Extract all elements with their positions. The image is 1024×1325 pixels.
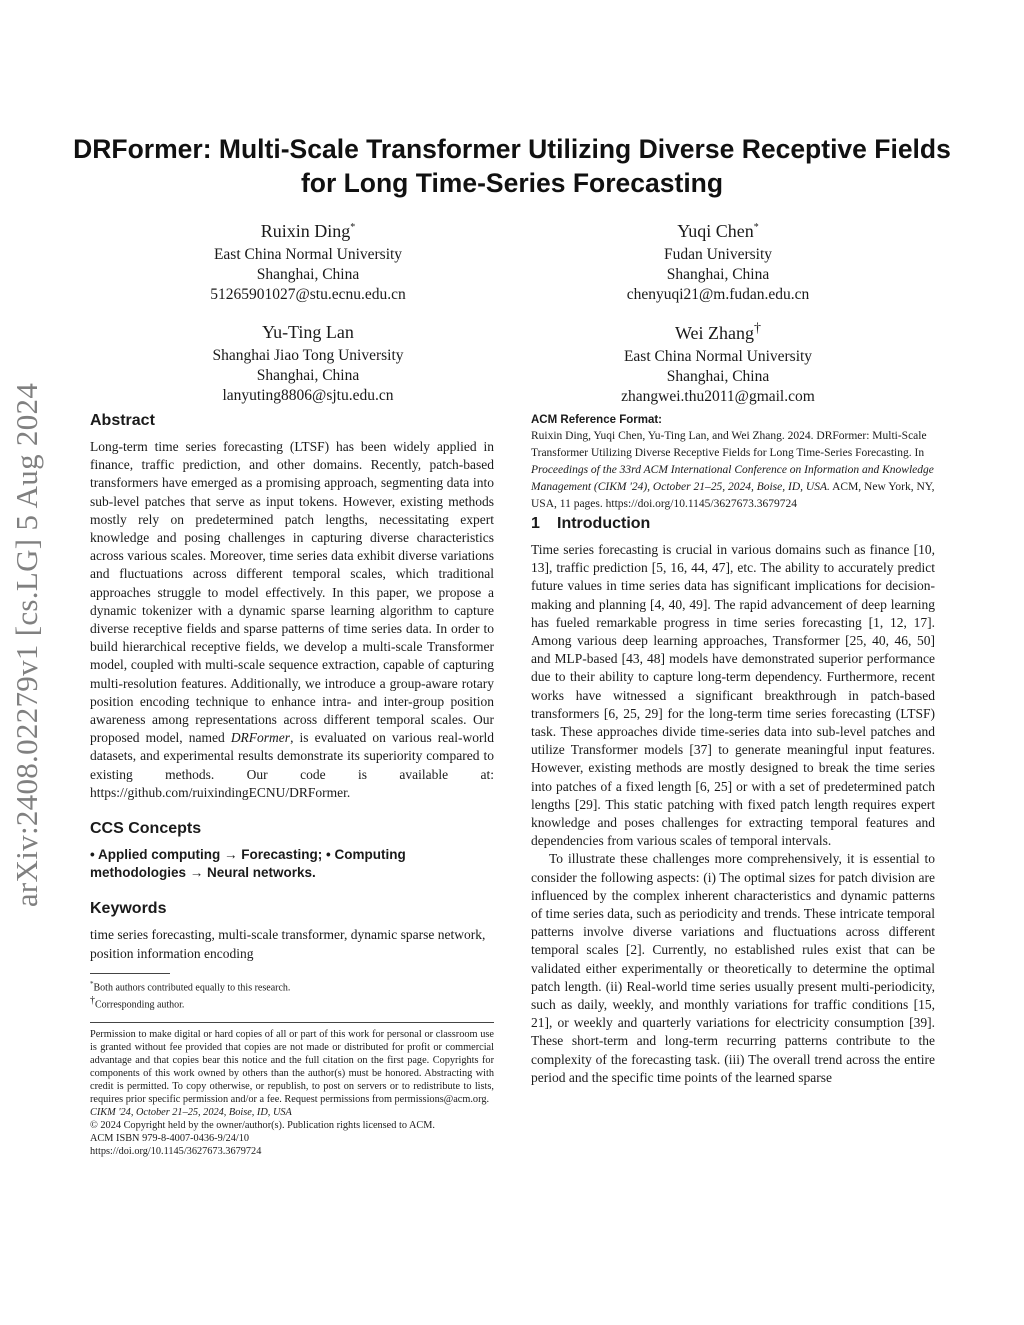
acm-reference-text: Ruixin Ding, Yuqi Chen, Yu-Ting Lan, and Wei Zhang. 2024. DRFormer: Multi-Scale Transformer Utilizing Diverse Receptive Fields for Long Time-Series Forecasting. In Proceedings of the 33rd ACM International Conference on Information and Knowledge Management (CIKM '24), October 21–25, 2024, Boise, ID, USA. ACM, New York, NY, USA, 11 pages. https://doi.org/10.1145/3627673.3679724 [531,430,935,510]
author-block [568,216,868,305]
author-block [568,317,868,407]
permission-text: Permission to make digital or hard copies of all or part of this work for personal or classroom use is granted without fee provided that copies are not made or distributed for profit or commercial advantage and that copies bear this notice and the full citation on the first page. Copyrights for components of this work owned by others than the author(s) must be honored. Abstracting with credit is permitted. To copy otherwise, or republish, to post on servers or to redistribute to lists, requires prior specific permission and/or a fee. Request permissions from permissions@acm.org. [90,1028,494,1105]
ccs-heading: CCS Concepts [90,820,202,838]
author-email: lanyuting8806@sjtu.edu.cn [222,387,394,404]
author-name: Ruixin Ding* [260,221,356,241]
keywords-heading: Keywords [90,900,167,918]
author-name: Yuqi Chen* [677,221,759,241]
author-email: zhangwei.thu2011@gmail.com [621,388,815,405]
footnote-rule [90,973,170,974]
author-affiliation: East China Normal University [213,246,403,263]
acm-reference-heading: ACM Reference Format: [531,414,662,426]
author-block [158,317,458,406]
author-email: chenyuqi21@m.fudan.edu.cn [626,286,810,303]
author-affiliation: Fudan University [663,246,773,263]
ccs-text: • Applied computing → Forecasting; • Computing methodologies → Neural networks. [90,847,406,881]
doi-line: https://doi.org/10.1145/3627673.3679724 [90,1145,262,1157]
paper-title: DRFormer: Multi-Scale Transformer Utilizing Diverse Receptive Fields for Long Time-Series Forecasting [73,134,951,198]
abstract-heading: Abstract [90,412,155,429]
left-column [90,410,494,1158]
introduction-paragraph: Time series forecasting is crucial in various domains such as finance [10, 13], traffic prediction [5, 16, 44, 47], etc. The ability to accurately predict future values in time series data has significant implications for decision-making and planning [4, 40, 49]. The rapid advancement of deep learning has fueled remarkable progress in time series forecasting [1, 12, 17]. Among various deep learning approaches, Transformer [25, 40, 46, 50] and MLP-based [43, 48] models have demonstrated superior performance due to their ability to capture long-term dependency. Furthermore, recent works have witnessed a significant breakthrough in patch-based transformers [6, 25, 29] for the long-term time series forecasting (LTSF) task. These approaches divide time-series data into sub-level patches and utilize Transformer models [37] to generate meaningful input features. However, existing methods are mostly designed to break the time series into patches of a fixed length [6, 25] or with a set of predetermined patch lengths [29]. This static patching with fixed patch length requires expert knowledge and poses challenges for extracting temporal features and dependencies from various scales of temporal intervals. [531,542,935,849]
author-email: 51265901027@stu.ecnu.edu.cn [210,286,406,303]
copyright-line: © 2024 Copyright held by the owner/author(s). Publication rights licensed to ACM. [90,1119,436,1131]
isbn-line: ACM ISBN 979-8-4007-0436-9/24/10 [90,1132,250,1144]
arxiv-identifier-stamp: arXiv:2408.02279v1 [cs.LG] 5 Aug 2024 [9,382,44,908]
permission-notice [90,1022,494,1158]
introduction-heading: 1 Introduction [531,515,651,532]
model-name: DRFormer [230,730,291,746]
author-name: Yu-Ting Lan [262,322,354,342]
introduction-paragraph: To illustrate these challenges more comprehensively, it is essential to consider the following aspects: (i) The optimal sizes for patch division are influenced by the complex inherent characteristics and dynamic patterns of time series data, such as periodicity and trends. These intricate temporal patterns involve diverse variations and fluctuations across different temporal scales [2]. Currently, no established rules exist that can be validated either experimentally or theoretically to determine the optimal patch length. (ii) Real-world time series usually present multi-periodicity, such as daily, weekly, and monthly variations for traffic conditions [15, 21], or weekly and quarterly variations for electricity consumption [39]. These short-term and long-term recurring patterns contribute to the complexity of the forecasting task. (iii) The overall trend across the entire period and the specific time points of the learned sparse [531,851,935,1085]
keywords-text: time series forecasting, multi-scale transformer, dynamic sparse network, position information encoding [90,927,486,961]
author-location: Shanghai, China [256,367,360,384]
author-location: Shanghai, China [666,368,770,385]
author-name: Wei Zhang† [674,321,762,343]
venue-line: CIKM '24, October 21–25, 2024, Boise, ID, USA [90,1106,292,1118]
author-affiliation: East China Normal University [623,348,813,365]
footnote: *Both authors contributed equally to this research. [90,979,291,994]
author-location: Shanghai, China [256,266,360,283]
footnotes [90,973,494,1012]
author-location: Shanghai, China [666,266,770,283]
author-block [158,216,458,305]
right-column [531,412,935,1087]
footnote: †Corresponding author. [90,995,185,1011]
abstract-text: Long-term time series forecasting (LTSF) has been widely applied in finance, traffic prediction, and other domains. Recently, patch-based transformers have emerged as a promising approach, segmenting data into sub-level patches that serve as input tokens. However, existing methods mostly rely on predetermined patch lengths, necessitating expert knowledge and posing challenges in capturing diverse characteristics across various scales. Moreover, time series data exhibit diverse variations and fluctuations across different temporal scales, which traditional approaches struggle to model effectively. In this paper, we propose a dynamic tokenizer with a dynamic sparse learning algorithm to capture diverse receptive fields and sparse patterns of time series data. In order to build hierarchical receptive fields, we develop a multi-scale Transformer model, coupled with multi-scale sequence extraction, capable of capturing multi-resolution features. Additionally, we introduce a group-aware rotary position encoding technique to enhance intra- and inter-group position awareness among representations across different temporal scales. Our proposed model, named DRFormer, is evaluated on various real-world datasets, and experimental results demonstrate its superiority compared to existing methods. Our code is available at: https://github.com/ruixindingECNU/DRFormer. [90,439,494,800]
author-affiliation: Shanghai Jiao Tong University [212,347,404,364]
